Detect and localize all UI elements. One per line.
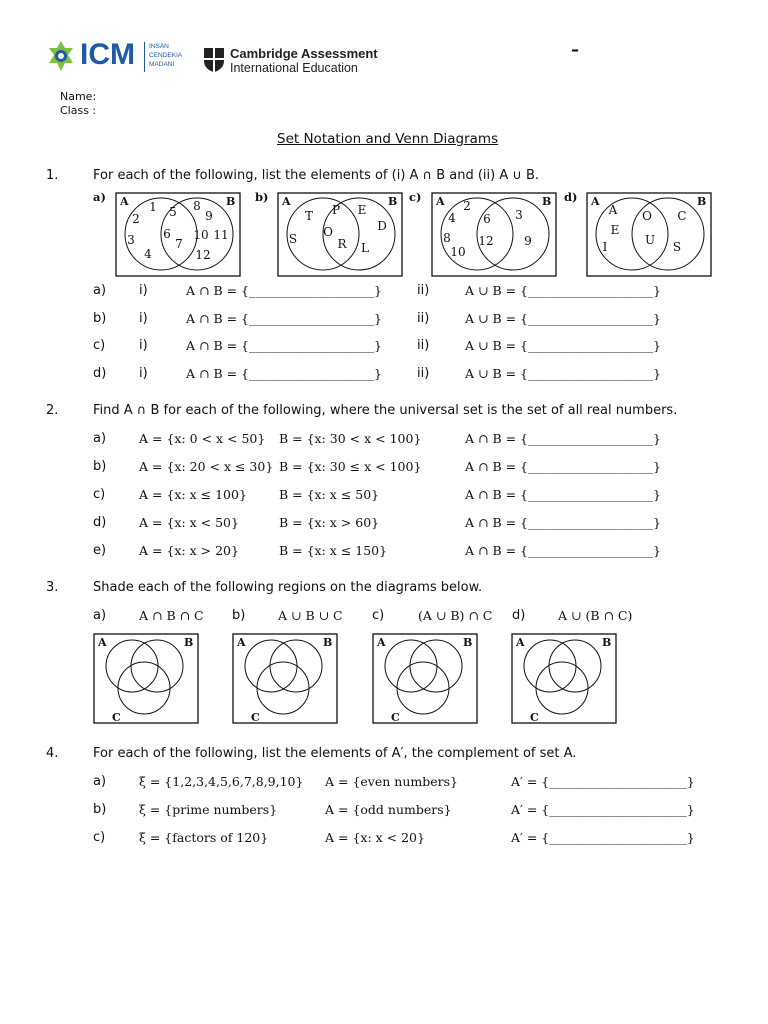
set-a-label: A [436,195,445,208]
set-b-definition: B = {x: x ≤ 50} [279,487,380,502]
q1-diagram-tag: c) [409,190,422,204]
set-a-label: A [98,636,107,649]
row-part-ii: ii) [417,283,430,298]
two-set-venn-diagram [277,192,403,278]
icm-text: ICM [80,38,135,71]
venn-element: 9 [524,234,532,248]
intersection-answer: A ∩ B = {____________________} [465,459,661,474]
three-set-venn-diagram [372,633,479,725]
header-dash: – [571,40,579,59]
venn-element: 3 [515,208,523,222]
two-set-venn-diagram [431,192,557,278]
row-part-ii: ii) [417,338,430,353]
q3-prompt: Shade each of the following regions on the diagrams below. [93,580,483,595]
set-a-label: A [516,636,525,649]
set-c-label: C [251,711,260,724]
region-letter: a) [93,608,107,623]
class-label: Class : [60,104,97,117]
set-b-label: B [323,636,333,649]
region-expression: A ∪ (B ∩ C) [558,608,633,623]
venn-element: A [608,203,618,217]
venn-element: 10 [450,245,466,259]
cambridge-crest-icon [203,47,225,73]
set-b-label: B [542,195,552,208]
venn-element: 2 [463,199,471,213]
row-letter: b) [93,802,107,817]
venn-element: L [361,241,369,255]
region-expression: A ∩ B ∩ C [139,608,204,623]
set-a-definition: A = {x: 0 < x < 50} [139,431,266,446]
venn-element: 6 [163,227,171,241]
region-letter: b) [232,608,246,623]
set-b-definition: B = {x: x ≤ 150} [279,543,388,558]
set-b-definition: B = {x: 30 < x < 100} [279,431,422,446]
venn-element: 8 [443,231,451,245]
venn-element: 7 [175,237,183,251]
intersection-answer: A ∩ B = {____________________} [186,365,382,381]
venn-element: C [677,209,687,223]
row-part-i: i) [139,310,148,326]
intersection-answer: A ∩ B = {____________________} [186,338,382,353]
set-a-definition: A = {x: 20 < x ≤ 30} [139,459,274,474]
complement-answer: A′ = {______________________} [511,802,695,817]
row-letter: a) [93,431,107,446]
row-letter: c) [93,338,106,353]
venn-element: R [337,237,347,251]
cambridge-line1: Cambridge Assessment [230,46,378,61]
region-letter: c) [372,608,385,623]
union-answer: A ∪ B = {____________________} [465,338,661,353]
row-part-ii: ii) [417,310,430,326]
q3-number: 3. [46,580,59,595]
set-a-definition: A = {x: x < 20} [325,830,425,845]
set-a-definition: A = {odd numbers} [325,802,452,817]
name-label: Name: [60,90,97,103]
union-answer: A ∪ B = {____________________} [465,310,661,326]
set-b-label: B [388,195,398,208]
q1-prompt: For each of the following, list the elements of (i) A ∩ B and (ii) A ∪ B. [93,168,540,183]
set-b-definition: B = {x: 30 ≤ x < 100} [279,459,422,474]
q2-number: 2. [46,403,59,418]
venn-element: 9 [205,209,213,223]
venn-element: 4 [144,247,152,261]
three-set-venn-diagram [232,633,339,725]
intersection-answer: A ∩ B = {____________________} [465,515,661,530]
venn-element: I [602,240,608,254]
set-b-definition: B = {x: x > 60} [279,515,380,530]
q1-diagram-tag: a) [93,190,106,204]
set-a-circle [106,640,158,692]
cambridge-line2: International Education [230,61,358,75]
q4-number: 4. [46,746,59,761]
venn-element: 10 [193,228,209,242]
set-a-label: A [282,195,291,208]
row-letter: a) [93,774,107,789]
set-a-circle [385,640,437,692]
q1-diagram-tag: b) [255,190,269,204]
venn-element: S [288,232,298,246]
row-part-ii: ii) [417,365,430,381]
union-answer: A ∪ B = {____________________} [465,283,661,298]
venn-element: 12 [478,234,494,248]
set-b-label: B [697,195,707,208]
intersection-answer: A ∩ B = {____________________} [465,487,661,502]
page-title: Set Notation and Venn Diagrams [277,131,499,147]
set-a-label: A [237,636,246,649]
universal-set-definition: ξ = {factors of 120} [139,830,269,845]
row-letter: c) [93,487,106,502]
set-a-label: A [377,636,386,649]
row-letter: b) [93,310,107,326]
row-part-i: i) [139,338,148,353]
set-a-definition: A = {even numbers} [325,774,458,789]
region-expression: A ∪ B ∪ C [278,608,343,623]
venn-element: O [642,209,652,223]
region-expression: (A ∪ B) ∩ C [418,608,493,623]
row-part-i: i) [139,283,148,298]
row-letter: b) [93,459,107,474]
venn-element: 1 [149,200,157,214]
three-set-venn-diagram [511,633,618,725]
venn-element: 5 [169,205,177,219]
row-part-i: i) [139,365,148,381]
venn-element: E [357,203,367,217]
venn-element: D [377,219,387,233]
set-b-label: B [226,195,236,208]
cambridge-logo [203,46,378,78]
row-letter: d) [93,515,107,530]
set-b-label: B [602,636,612,649]
set-c-label: C [391,711,400,724]
venn-element: 11 [213,228,229,242]
union-answer: A ∪ B = {____________________} [465,365,661,381]
universal-set-definition: ξ = {prime numbers} [139,802,278,817]
row-letter: a) [93,283,107,298]
icm-logo [46,40,196,76]
venn-element: 4 [448,211,456,225]
complement-answer: A′ = {______________________} [511,774,695,789]
venn-element: P [331,203,341,217]
q1-diagram-tag: d) [564,190,578,204]
region-letter: d) [512,608,526,623]
venn-element: O [323,225,333,239]
row-letter: d) [93,365,107,381]
complement-answer: A′ = {______________________} [511,830,695,845]
set-a-definition: A = {x: x < 50} [139,515,239,530]
q2-prompt: Find A ∩ B for each of the following, where the universal set is the set of all real numbers. [93,403,678,418]
set-a-circle [524,640,576,692]
universal-set-definition: ξ = {1,2,3,4,5,6,7,8,9,10} [139,774,304,789]
venn-element: 2 [132,212,140,226]
icm-emblem-icon [46,40,76,72]
set-c-label: C [112,711,121,724]
venn-element: 12 [195,248,211,262]
venn-element: E [610,223,620,237]
venn-element: T [304,209,314,223]
set-b-label: B [463,636,473,649]
set-a-definition: A = {x: x > 20} [139,543,239,558]
q4-prompt: For each of the following, list the elements of A′, the complement of set A. [93,746,577,761]
venn-element: U [644,233,656,247]
two-set-venn-diagram [115,192,241,278]
two-set-venn-diagram [586,192,712,278]
venn-element: S [672,240,682,254]
set-b-label: B [184,636,194,649]
three-set-venn-diagram [93,633,200,725]
set-a-label: A [591,195,600,208]
set-a-label: A [120,195,129,208]
intersection-answer: A ∩ B = {____________________} [186,283,382,298]
intersection-answer: A ∩ B = {____________________} [465,431,661,446]
row-letter: c) [93,830,106,845]
venn-element: 6 [483,212,491,226]
intersection-answer: A ∩ B = {____________________} [186,310,382,326]
venn-element: 3 [127,233,135,247]
icm-tagline: INSAN CENDEKIA MADANI [149,43,183,68]
intersection-answer: A ∩ B = {____________________} [465,543,661,558]
set-a-definition: A = {x: x ≤ 100} [139,487,247,502]
set-c-label: C [530,711,539,724]
venn-element: 8 [193,199,201,213]
row-letter: e) [93,543,107,558]
set-a-circle [245,640,297,692]
q1-number: 1. [46,168,59,183]
